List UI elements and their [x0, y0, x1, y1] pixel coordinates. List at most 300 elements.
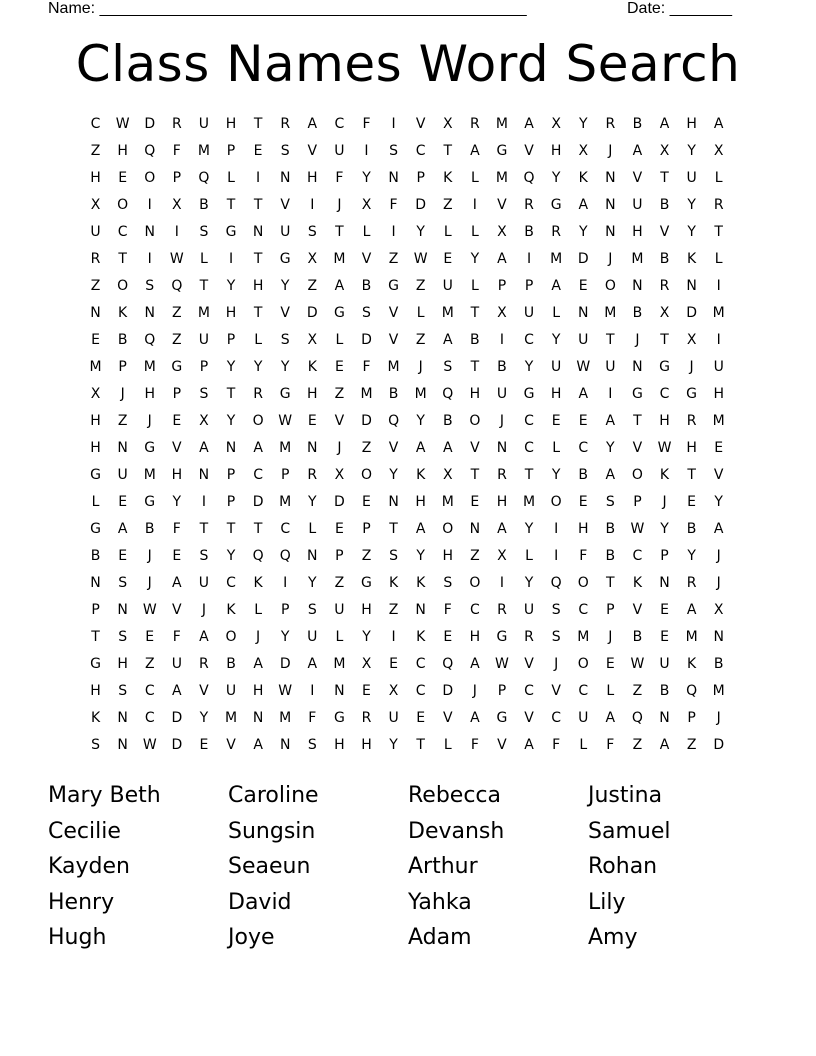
grid-letter: U: [117, 467, 128, 483]
grid-letter: M: [224, 710, 238, 726]
grid-letter: N: [279, 170, 291, 186]
grid-letter: E: [199, 737, 209, 753]
grid-letter: V: [388, 332, 399, 348]
grid-letter: M: [550, 251, 563, 267]
grid-letter: G: [496, 710, 508, 726]
grid-letter: A: [117, 521, 128, 537]
grid-letter: V: [280, 197, 290, 213]
grid-letter: K: [90, 710, 101, 726]
grid-letter: T: [633, 413, 642, 429]
grid-letter: B: [144, 521, 155, 537]
grid-letter: U: [307, 629, 318, 645]
grid-letter: P: [687, 710, 696, 726]
grid-letter: B: [388, 386, 399, 402]
grid-letter: R: [253, 386, 263, 402]
grid-letter: I: [391, 116, 396, 132]
word-bank-item: Amy: [588, 925, 638, 950]
grid-letter: S: [145, 278, 155, 294]
grid-letter: M: [712, 413, 725, 429]
grid-letter: M: [197, 143, 210, 159]
grid-letter: Z: [144, 656, 155, 672]
grid-letter: G: [388, 278, 399, 294]
grid-letter: E: [443, 251, 453, 267]
grid-letter: A: [415, 521, 426, 537]
grid-letter: S: [280, 332, 290, 348]
grid-letter: X: [497, 548, 507, 564]
grid-letter: V: [551, 683, 561, 699]
grid-letter: C: [551, 710, 562, 726]
grid-letter: T: [91, 629, 100, 645]
grid-letter: N: [659, 710, 670, 726]
word-bank-item: Rebecca: [408, 783, 502, 808]
grid-letter: O: [144, 170, 156, 186]
grid-letter: C: [280, 521, 291, 537]
grid-letter: D: [252, 494, 264, 510]
grid-letter: G: [686, 386, 698, 402]
grid-letter: V: [388, 305, 399, 321]
grid-letter: V: [361, 251, 372, 267]
grid-letter: P: [497, 278, 507, 294]
grid-letter: Y: [389, 737, 398, 753]
grid-letter: S: [118, 575, 128, 591]
grid-letter: Z: [172, 305, 182, 321]
grid-letter: S: [307, 737, 317, 753]
grid-row: [82, 219, 734, 246]
grid-letter: H: [550, 386, 562, 402]
grid-letter: U: [198, 575, 210, 591]
grid-letter: J: [554, 656, 559, 672]
grid-letter: V: [226, 737, 236, 753]
grid-letter: X: [361, 656, 372, 672]
grid-letter: D: [279, 656, 291, 672]
grid-letter: H: [686, 116, 697, 132]
grid-letter: Y: [578, 116, 588, 132]
word-bank-item: Lily: [588, 889, 626, 915]
grid-letter: L: [308, 521, 317, 537]
grid-letter: G: [361, 575, 372, 591]
grid-letter: T: [470, 305, 480, 321]
grid-letter: P: [660, 548, 669, 564]
grid-letter: S: [118, 629, 128, 645]
grid-letter: L: [443, 224, 452, 240]
grid-letter: G: [171, 359, 183, 375]
word-bank-item: Sungsin: [228, 818, 316, 844]
grid-letter: C: [578, 440, 589, 456]
grid-letter: T: [389, 521, 398, 537]
grid-letter: E: [172, 413, 182, 429]
grid-letter: X: [388, 683, 399, 699]
word-bank-item: Justina: [588, 783, 663, 808]
grid-row: [82, 678, 734, 705]
grid-letter: I: [310, 683, 315, 699]
grid-letter: O: [604, 278, 616, 294]
grid-letter: H: [117, 143, 128, 159]
grid-letter: S: [307, 224, 317, 240]
grid-row: [82, 111, 734, 138]
grid-letter: C: [578, 602, 589, 618]
grid-letter: N: [225, 440, 237, 456]
grid-letter: C: [632, 548, 643, 564]
grid-letter: X: [307, 251, 318, 267]
grid-letter: B: [578, 467, 589, 483]
grid-letter: G: [279, 386, 291, 402]
grid-letter: L: [416, 305, 425, 321]
grid-letter: A: [551, 278, 561, 294]
grid-letter: H: [496, 494, 508, 510]
grid-letter: M: [143, 467, 156, 483]
grid-letter: I: [716, 278, 721, 294]
grid-letter: I: [499, 332, 505, 348]
grid-letter: Y: [362, 629, 371, 645]
grid-letter: H: [90, 170, 101, 186]
grid-letter: S: [443, 575, 453, 591]
grid-letter: G: [659, 359, 670, 375]
grid-letter: E: [578, 494, 588, 510]
grid-letter: H: [252, 683, 264, 699]
word-bank-item: Caroline: [228, 783, 319, 808]
grid-letter: Z: [334, 575, 345, 591]
grid-letter: F: [443, 602, 452, 618]
grid-letter: X: [686, 332, 697, 348]
grid-letter: T: [335, 224, 344, 240]
grid-letter: U: [523, 305, 535, 321]
grid-letter: C: [144, 710, 155, 726]
grid-letter: D: [415, 197, 427, 213]
grid-letter: U: [578, 710, 589, 726]
grid-letter: N: [307, 440, 318, 456]
grid-letter: P: [497, 683, 507, 699]
grid-letter: J: [418, 359, 423, 375]
grid-letter: E: [687, 494, 697, 510]
grid-letter: N: [307, 548, 318, 564]
grid-letter: R: [497, 602, 507, 618]
word-bank-item: Joye: [228, 925, 275, 950]
grid-letter: E: [578, 413, 588, 429]
grid-row: [82, 300, 734, 327]
grid-letter: M: [333, 656, 346, 672]
grid-letter: S: [389, 143, 399, 159]
grid-letter: A: [470, 656, 480, 672]
grid-letter: U: [334, 602, 345, 618]
grid-letter: V: [307, 143, 318, 159]
grid-letter: V: [280, 305, 290, 321]
grid-letter: H: [686, 440, 697, 456]
grid-letter: M: [279, 440, 292, 456]
grid-letter: Y: [199, 710, 209, 726]
grid-letter: Y: [280, 278, 290, 294]
grid-letter: T: [443, 143, 453, 159]
grid-letter: C: [524, 332, 534, 348]
grid-row: [82, 435, 734, 462]
grid-letter: Z: [334, 386, 345, 402]
grid-letter: G: [144, 494, 156, 510]
grid-letter: U: [198, 116, 210, 132]
grid-letter: Q: [442, 386, 454, 402]
grid-letter: P: [226, 467, 236, 483]
grid-letter: B: [361, 278, 372, 294]
grid-letter: V: [497, 197, 507, 213]
grid-letter: D: [577, 251, 589, 267]
grid-letter: C: [226, 575, 236, 591]
grid-letter: L: [254, 602, 263, 618]
grid-letter: O: [225, 629, 237, 645]
grid-letter: E: [660, 602, 669, 618]
grid-letter: W: [413, 251, 428, 267]
grid-letter: I: [554, 548, 559, 564]
grid-letter: O: [631, 467, 643, 483]
grid-letter: K: [253, 575, 263, 591]
grid-letter: U: [225, 683, 237, 699]
grid-letter: T: [470, 359, 480, 375]
grid-letter: A: [497, 521, 507, 537]
grid-letter: D: [442, 683, 454, 699]
grid-row: [82, 381, 734, 408]
grid-letter: X: [578, 143, 589, 159]
grid-letter: Z: [415, 278, 426, 294]
grid-letter: R: [551, 224, 561, 240]
grid-letter: O: [469, 575, 481, 591]
grid-letter: S: [199, 224, 209, 240]
grid-letter: D: [334, 494, 345, 510]
grid-row: [82, 705, 734, 732]
grid-letter: P: [416, 170, 425, 186]
grid-letter: S: [443, 359, 453, 375]
grid-letter: D: [171, 737, 183, 753]
grid-letter: L: [254, 332, 263, 348]
grid-letter: B: [605, 548, 616, 564]
grid-letter: H: [225, 116, 237, 132]
grid-letter: I: [228, 251, 234, 267]
grid-row: [82, 138, 734, 165]
grid-letter: H: [334, 737, 345, 753]
grid-letter: Q: [171, 278, 183, 294]
grid-letter: B: [632, 116, 643, 132]
grid-letter: E: [362, 494, 371, 510]
grid-letter: J: [662, 494, 667, 510]
grid-letter: M: [387, 359, 400, 375]
grid-letter: U: [578, 332, 589, 348]
grid-row: [82, 516, 734, 543]
grid-letter: M: [197, 305, 210, 321]
grid-letter: J: [716, 710, 721, 726]
grid-letter: R: [605, 116, 616, 132]
grid-letter: Q: [279, 548, 291, 564]
grid-letter: Y: [687, 197, 696, 213]
grid-letter: W: [169, 251, 184, 267]
grid-letter: A: [307, 656, 318, 672]
grid-letter: K: [307, 359, 317, 375]
grid-row: [82, 624, 734, 651]
grid-letter: E: [416, 710, 426, 726]
grid-letter: L: [552, 305, 561, 321]
grid-letter: H: [713, 386, 724, 402]
grid-letter: K: [687, 251, 697, 267]
grid-letter: U: [198, 332, 210, 348]
grid-letter: Z: [307, 278, 318, 294]
grid-letter: P: [335, 548, 344, 564]
grid-letter: T: [226, 197, 236, 213]
grid-letter: E: [91, 332, 100, 348]
grid-letter: V: [172, 440, 182, 456]
grid-letter: H: [550, 143, 562, 159]
grid-letter: Y: [389, 467, 398, 483]
grid-letter: G: [279, 251, 291, 267]
grid-letter: J: [337, 440, 342, 456]
grid-letter: C: [90, 116, 101, 132]
grid-letter: E: [605, 656, 615, 672]
grid-letter: H: [171, 467, 183, 483]
grid-letter: F: [308, 710, 317, 726]
grid-letter: P: [280, 467, 290, 483]
grid-letter: V: [470, 440, 480, 456]
grid-letter: Q: [523, 170, 535, 186]
grid-letter: Y: [524, 359, 534, 375]
grid-letter: J: [608, 629, 613, 645]
grid-letter: I: [201, 494, 206, 510]
grid-letter: A: [442, 440, 453, 456]
grid-letter: Y: [416, 413, 425, 429]
grid-letter: N: [90, 305, 101, 321]
grid-letter: O: [550, 494, 562, 510]
grid-letter: U: [442, 278, 453, 294]
grid-letter: X: [172, 197, 182, 213]
grid-letter: L: [470, 170, 479, 186]
grid-letter: I: [174, 224, 179, 240]
grid-letter: N: [388, 494, 399, 510]
word-bank-item: Samuel: [588, 818, 671, 844]
grid-letter: P: [226, 494, 236, 510]
grid-row: [82, 732, 734, 759]
grid-letter: T: [199, 278, 209, 294]
grid-letter: N: [144, 224, 155, 240]
grid-letter: X: [497, 224, 507, 240]
grid-letter: S: [199, 386, 209, 402]
grid-letter: Y: [308, 575, 317, 591]
grid-letter: I: [256, 170, 261, 186]
grid-letter: D: [361, 332, 372, 348]
grid-letter: Q: [252, 548, 264, 564]
grid-letter: C: [415, 656, 426, 672]
grid-letter: F: [335, 170, 344, 186]
grid-letter: N: [252, 710, 264, 726]
grid-letter: H: [659, 413, 670, 429]
grid-letter: S: [118, 683, 128, 699]
grid-letter: E: [172, 548, 182, 564]
grid-letter: I: [608, 386, 613, 402]
grid-letter: N: [632, 359, 643, 375]
grid-letter: S: [605, 494, 615, 510]
grid-letter: V: [632, 170, 643, 186]
grid-letter: A: [470, 710, 480, 726]
grid-letter: G: [144, 440, 156, 456]
grid-letter: O: [117, 197, 129, 213]
grid-letter: C: [144, 683, 155, 699]
grid-letter: I: [283, 575, 288, 591]
word-bank-item: Devansh: [408, 818, 505, 844]
name-line: Name: ________________________________________________: [48, 0, 527, 17]
grid-letter: J: [608, 251, 613, 267]
grid-letter: P: [118, 359, 127, 375]
grid-letter: U: [659, 656, 670, 672]
grid-letter: M: [712, 305, 725, 321]
grid-letter: I: [554, 521, 559, 537]
grid-letter: J: [472, 683, 477, 699]
grid-letter: K: [632, 575, 643, 591]
grid-letter: N: [605, 170, 616, 186]
grid-letter: W: [142, 737, 157, 753]
grid-letter: X: [307, 332, 318, 348]
grid-letter: X: [713, 143, 724, 159]
grid-letter: E: [118, 548, 128, 564]
grid-letter: W: [278, 683, 293, 699]
grid-letter: E: [307, 413, 317, 429]
grid-letter: V: [415, 116, 426, 132]
grid-letter: R: [171, 116, 182, 132]
grid-letter: F: [362, 359, 371, 375]
grid-letter: R: [90, 251, 101, 267]
grid-letter: J: [716, 575, 721, 591]
grid-letter: N: [415, 602, 426, 618]
grid-letter: J: [147, 413, 152, 429]
grid-letter: G: [225, 224, 237, 240]
grid-letter: D: [144, 116, 156, 132]
grid-letter: X: [659, 305, 670, 321]
grid-letter: C: [524, 413, 534, 429]
grid-letter: V: [632, 440, 643, 456]
grid-letter: O: [577, 656, 589, 672]
grid-letter: M: [360, 386, 373, 402]
grid-letter: Y: [551, 170, 561, 186]
grid-letter: Q: [550, 575, 562, 591]
grid-letter: K: [118, 305, 128, 321]
grid-letter: W: [115, 116, 130, 132]
grid-row: [82, 651, 734, 678]
grid-letter: Z: [632, 683, 643, 699]
grid-letter: M: [279, 494, 292, 510]
grid-letter: N: [90, 575, 101, 591]
grid-letter: M: [279, 710, 292, 726]
grid-letter: L: [470, 278, 479, 294]
grid-row: [82, 570, 734, 597]
grid-letter: I: [391, 629, 396, 645]
grid-letter: E: [362, 683, 371, 699]
grid-letter: J: [635, 332, 640, 348]
grid-letter: L: [443, 737, 452, 753]
grid-letter: O: [360, 467, 372, 483]
grid-letter: V: [524, 656, 534, 672]
grid-letter: H: [415, 494, 426, 510]
grid-row: [82, 489, 734, 516]
grid-letter: H: [90, 413, 101, 429]
grid-row: [82, 165, 734, 192]
grid-letter: H: [117, 656, 128, 672]
grid-letter: U: [523, 602, 535, 618]
grid-letter: B: [605, 521, 616, 537]
grid-letter: K: [659, 467, 670, 483]
grid-letter: Z: [90, 143, 101, 159]
grid-letter: J: [499, 413, 505, 429]
grid-letter: M: [604, 305, 617, 321]
grid-letter: H: [144, 386, 155, 402]
grid-letter: Z: [361, 440, 372, 456]
grid-letter: B: [497, 359, 507, 375]
grid-letter: Y: [226, 413, 236, 429]
grid-letter: A: [334, 278, 345, 294]
grid-letter: G: [90, 656, 101, 672]
grid-letter: T: [253, 251, 263, 267]
grid-letter: X: [497, 305, 507, 321]
grid-letter: E: [389, 656, 398, 672]
